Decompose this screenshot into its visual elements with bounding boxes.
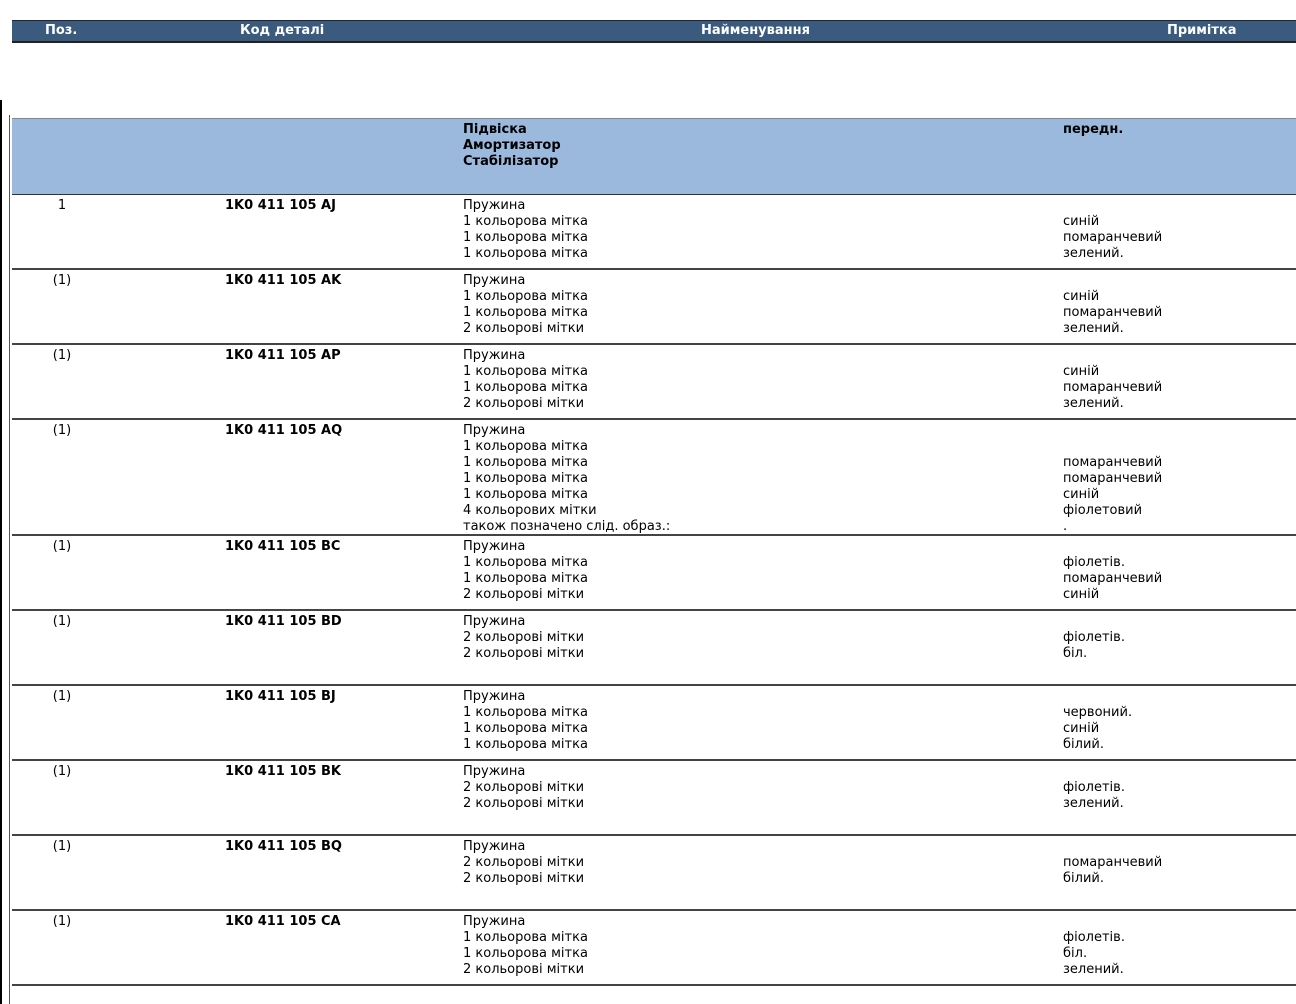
note-line: помаранчевий bbox=[1063, 471, 1163, 486]
note-cell bbox=[1063, 764, 1125, 812]
part-code-cell: 1K0 411 105 AP bbox=[225, 348, 341, 363]
note-line bbox=[1063, 764, 1125, 780]
note-line: помаранчевий bbox=[1063, 230, 1163, 245]
name-line: 2 кольорові мітки bbox=[463, 587, 585, 602]
note-line: фіолетів. bbox=[1063, 780, 1125, 795]
name-cell bbox=[463, 273, 588, 337]
note-line bbox=[1063, 348, 1162, 364]
note-line: синій bbox=[1063, 587, 1100, 602]
note-line: зелений. bbox=[1063, 796, 1124, 811]
table-row[interactable] bbox=[12, 611, 1296, 686]
note-line: фіолетів. bbox=[1063, 555, 1125, 570]
note-line: зелений. bbox=[1063, 321, 1124, 336]
header-code[interactable]: Код деталі bbox=[240, 23, 325, 38]
part-code-cell: 1K0 411 105 BC bbox=[225, 539, 341, 554]
note-line bbox=[1063, 914, 1125, 930]
name-line: 2 кольорові мітки bbox=[463, 630, 585, 645]
name-line: 2 кольорові мітки bbox=[463, 871, 585, 886]
note-line: зелений. bbox=[1063, 962, 1124, 977]
note-cell bbox=[1063, 198, 1162, 262]
note-line bbox=[1063, 839, 1162, 855]
note-line: помаранчевий bbox=[1063, 380, 1163, 395]
name-line: Пружина bbox=[463, 764, 526, 779]
table-row[interactable] bbox=[12, 195, 1296, 270]
table-row[interactable] bbox=[12, 270, 1296, 345]
name-line: 2 кольорові мітки bbox=[463, 646, 585, 661]
note-cell bbox=[1063, 839, 1162, 887]
note-line bbox=[1063, 539, 1162, 555]
name-cell bbox=[463, 764, 584, 812]
name-line: Пружина bbox=[463, 539, 526, 554]
name-line: 1 кольорова мітка bbox=[463, 737, 588, 752]
frame-line bbox=[9, 115, 10, 1004]
position-cell: (1) bbox=[52, 423, 72, 438]
note-line: помаранчевий bbox=[1063, 305, 1163, 320]
name-line: 1 кольорова мітка bbox=[463, 214, 588, 229]
name-line: 1 кольорова мітка bbox=[463, 364, 588, 379]
name-line: 1 кольорова мітка bbox=[463, 705, 588, 720]
part-code-cell: 1K0 411 105 BQ bbox=[225, 839, 342, 854]
note-line: синій bbox=[1063, 721, 1100, 736]
group-name-line: Підвіска bbox=[463, 122, 527, 137]
name-cell bbox=[463, 614, 584, 662]
name-line: 1 кольорова мітка bbox=[463, 289, 588, 304]
note-line bbox=[1063, 423, 1162, 439]
note-line bbox=[1063, 689, 1132, 705]
note-line bbox=[1063, 198, 1162, 214]
name-line: 1 кольорова мітка bbox=[463, 471, 588, 486]
name-line: 1 кольорова мітка bbox=[463, 455, 588, 470]
note-line: помаранчевий bbox=[1063, 455, 1163, 470]
note-line: помаранчевий bbox=[1063, 855, 1163, 870]
name-line: 1 кольорова мітка bbox=[463, 380, 588, 395]
table-row[interactable] bbox=[12, 911, 1296, 986]
note-line: фіолетовий bbox=[1063, 503, 1143, 518]
part-code-cell: 1K0 411 105 BD bbox=[225, 614, 342, 629]
group-names bbox=[463, 122, 561, 170]
name-cell bbox=[463, 689, 588, 753]
note-line bbox=[1063, 439, 1162, 455]
parts-rows bbox=[12, 195, 1296, 986]
note-line: фіолетів. bbox=[1063, 930, 1125, 945]
name-cell bbox=[463, 839, 584, 887]
note-cell bbox=[1063, 273, 1162, 337]
position-cell: (1) bbox=[52, 689, 72, 704]
name-line: 2 кольорові мітки bbox=[463, 321, 585, 336]
name-cell bbox=[463, 914, 588, 978]
position-cell: (1) bbox=[52, 273, 72, 288]
part-code-cell: 1K0 411 105 BK bbox=[225, 764, 341, 779]
table-row[interactable] bbox=[12, 420, 1296, 536]
header-pos[interactable]: Поз. bbox=[45, 23, 78, 38]
note-line: зелений. bbox=[1063, 396, 1124, 411]
note-cell bbox=[1063, 539, 1162, 603]
name-line: 1 кольорова мітка bbox=[463, 721, 588, 736]
position-cell: (1) bbox=[52, 764, 72, 779]
name-line: Пружина bbox=[463, 198, 526, 213]
name-line: 1 кольорова мітка bbox=[463, 439, 588, 454]
table-row[interactable] bbox=[12, 686, 1296, 761]
name-line: Пружина bbox=[463, 614, 526, 629]
note-line: синій bbox=[1063, 364, 1100, 379]
note-line: білий. bbox=[1063, 737, 1104, 752]
note-cell bbox=[1063, 348, 1162, 412]
note-cell bbox=[1063, 423, 1162, 535]
group-name-line: Стабілізатор bbox=[463, 154, 559, 169]
position-cell: (1) bbox=[52, 839, 72, 854]
note-line: синій bbox=[1063, 487, 1100, 502]
table-row[interactable] bbox=[12, 536, 1296, 611]
part-code-cell: 1K0 411 105 AQ bbox=[225, 423, 343, 438]
name-line: Пружина bbox=[463, 273, 526, 288]
note-line bbox=[1063, 273, 1162, 289]
name-line: Пружина bbox=[463, 348, 526, 363]
note-line: червоний. bbox=[1063, 705, 1133, 720]
table-row[interactable] bbox=[12, 836, 1296, 911]
name-line: 2 кольорові мітки bbox=[463, 962, 585, 977]
name-cell bbox=[463, 423, 670, 535]
name-line: Пружина bbox=[463, 689, 526, 704]
position-cell: (1) bbox=[52, 914, 72, 929]
left-border bbox=[0, 100, 2, 1004]
note-line: білий. bbox=[1063, 871, 1104, 886]
note-cell bbox=[1063, 614, 1125, 662]
header-note[interactable]: Примітка bbox=[1167, 23, 1237, 38]
name-line: 1 кольорова мітка bbox=[463, 487, 588, 502]
parts-table bbox=[12, 20, 1296, 986]
name-line: також позначено слід. образ.: bbox=[463, 519, 671, 534]
table-row[interactable] bbox=[12, 345, 1296, 420]
part-code-cell: 1K0 411 105 AJ bbox=[225, 198, 336, 213]
note-line: біл. bbox=[1063, 946, 1088, 961]
part-code-cell: 1K0 411 105 BJ bbox=[225, 689, 336, 704]
position-cell: 1 bbox=[57, 198, 67, 213]
part-code-cell: 1K0 411 105 CA bbox=[225, 914, 341, 929]
name-cell bbox=[463, 539, 588, 603]
name-line: Пружина bbox=[463, 914, 526, 929]
name-line: 2 кольорові мітки bbox=[463, 855, 585, 870]
name-line: 1 кольорова мітка bbox=[463, 555, 588, 570]
group-note: передн. bbox=[1063, 122, 1124, 137]
header-name[interactable]: Найменування bbox=[701, 23, 810, 38]
position-cell: (1) bbox=[52, 539, 72, 554]
position-cell: (1) bbox=[52, 348, 72, 363]
name-line: 1 кольорова мітка bbox=[463, 246, 588, 261]
name-line: Пружина bbox=[463, 423, 526, 438]
note-line bbox=[1063, 614, 1125, 630]
name-line: 1 кольорова мітка bbox=[463, 930, 588, 945]
table-row[interactable] bbox=[12, 761, 1296, 836]
note-cell bbox=[1063, 914, 1125, 978]
note-line: . bbox=[1063, 519, 1068, 534]
name-line: 1 кольорова мітка bbox=[463, 571, 588, 586]
part-code-cell: 1K0 411 105 AK bbox=[225, 273, 342, 288]
name-line: 1 кольорова мітка bbox=[463, 230, 588, 245]
note-line: зелений. bbox=[1063, 246, 1124, 261]
group-name-line: Амортизатор bbox=[463, 138, 561, 153]
name-line: 1 кольорова мітка bbox=[463, 946, 588, 961]
name-line: 2 кольорові мітки bbox=[463, 780, 585, 795]
note-line: синій bbox=[1063, 214, 1100, 229]
name-line: 4 кольорових мітки bbox=[463, 503, 597, 518]
name-cell bbox=[463, 198, 588, 262]
note-line: фіолетів. bbox=[1063, 630, 1125, 645]
name-line: 1 кольорова мітка bbox=[463, 305, 588, 320]
name-line: 2 кольорові мітки bbox=[463, 796, 585, 811]
position-cell: (1) bbox=[52, 614, 72, 629]
blank-row bbox=[12, 43, 1296, 119]
note-line: помаранчевий bbox=[1063, 571, 1163, 586]
name-line: 2 кольорові мітки bbox=[463, 396, 585, 411]
note-cell bbox=[1063, 689, 1132, 753]
name-line: Пружина bbox=[463, 839, 526, 854]
name-cell bbox=[463, 348, 588, 412]
group-row[interactable] bbox=[12, 119, 1296, 195]
table-header bbox=[12, 20, 1296, 43]
note-line: синій bbox=[1063, 289, 1100, 304]
note-line: біл. bbox=[1063, 646, 1088, 661]
